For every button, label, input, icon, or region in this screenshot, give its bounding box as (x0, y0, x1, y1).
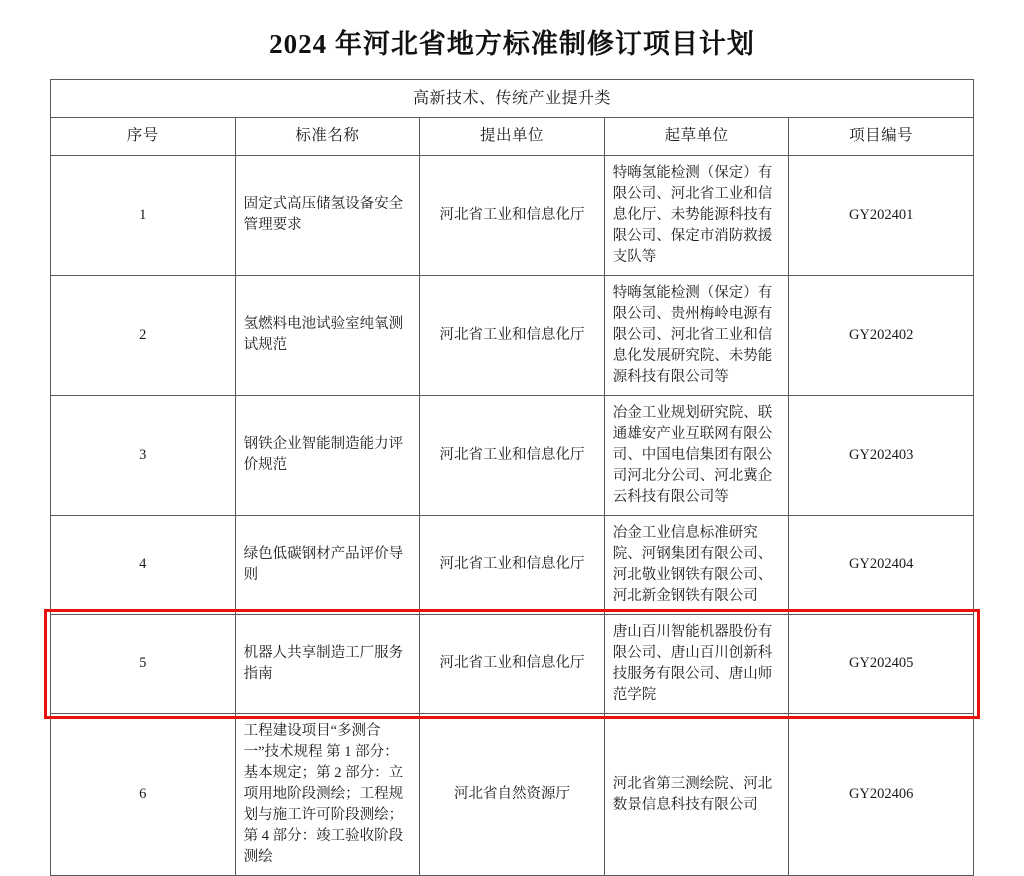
row-propose-unit: 河北省工业和信息化厅 (420, 155, 605, 275)
column-header-no: 序号 (51, 118, 236, 155)
row-standard-name: 钢铁企业智能制造能力评价规范 (235, 395, 420, 515)
table-row-highlighted (51, 614, 974, 713)
row-propose-unit: 河北省自然资源厅 (420, 714, 605, 876)
row-standard-name: 固定式高压储氢设备安全管理要求 (235, 155, 420, 275)
section-header-cell: 高新技术、传统产业提升类 (51, 80, 974, 118)
row-standard-name: 氢燃料电池试验室纯氧测试规范 (235, 275, 420, 395)
table-container (50, 79, 974, 876)
row-project-code: GY202403 (789, 395, 974, 515)
column-header-draft: 起草单位 (604, 118, 789, 155)
row-no: 6 (51, 714, 236, 876)
table-row (51, 275, 974, 395)
row-no: 5 (51, 614, 236, 713)
row-draft-unit: 特嗨氢能检测（保定）有限公司、河北省工业和信息化厅、未势能源科技有限公司、保定市消防救援支队等 (604, 155, 789, 275)
row-project-code: GY202401 (789, 155, 974, 275)
row-no: 1 (51, 155, 236, 275)
standards-plan-table (50, 79, 974, 876)
table-row (51, 395, 974, 515)
table-row (51, 714, 974, 876)
row-no: 2 (51, 275, 236, 395)
row-draft-unit: 冶金工业信息标准研究院、河钢集团有限公司、河北敬业钢铁有限公司、河北新金钢铁有限公司 (604, 515, 789, 614)
row-draft-unit: 唐山百川智能机器股份有限公司、唐山百川创新科技服务有限公司、唐山师范学院 (604, 614, 789, 713)
row-standard-name: 绿色低碳钢材产品评价导则 (235, 515, 420, 614)
row-propose-unit: 河北省工业和信息化厅 (420, 614, 605, 713)
page-title: 2024 年河北省地方标准制修订项目计划 (269, 29, 755, 59)
row-project-code: GY202404 (789, 515, 974, 614)
row-draft-unit: 特嗨氢能检测（保定）有限公司、贵州梅岭电源有限公司、河北省工业和信息化发展研究院、未势能源科技有限公司等 (604, 275, 789, 395)
row-standard-name: 工程建设项目“多测合一”技术规程 第 1 部分：基本规定；第 2 部分：立项用地阶段测绘；工程规划与施工许可阶段测绘；第 4 部分：竣工验收阶段测绘 (235, 714, 420, 876)
table-header-row (51, 118, 974, 155)
table-row (51, 155, 974, 275)
row-propose-unit: 河北省工业和信息化厅 (420, 515, 605, 614)
row-no: 4 (51, 515, 236, 614)
row-propose-unit: 河北省工业和信息化厅 (420, 275, 605, 395)
column-header-name: 标准名称 (235, 118, 420, 155)
row-no: 3 (51, 395, 236, 515)
row-draft-unit: 河北省第三测绘院、河北数景信息科技有限公司 (604, 714, 789, 876)
row-standard-name: 机器人共享制造工厂服务指南 (235, 614, 420, 713)
column-header-code: 项目编号 (789, 118, 974, 155)
row-propose-unit: 河北省工业和信息化厅 (420, 395, 605, 515)
table-section-header-row (51, 80, 974, 118)
row-project-code: GY202405 (789, 614, 974, 713)
row-project-code: GY202406 (789, 714, 974, 876)
column-header-propose: 提出单位 (420, 118, 605, 155)
row-draft-unit: 冶金工业规划研究院、联通雄安产业互联网有限公司、中国电信集团有限公司河北分公司、河北冀企云科技有限公司等 (604, 395, 789, 515)
table-row (51, 515, 974, 614)
row-project-code: GY202402 (789, 275, 974, 395)
